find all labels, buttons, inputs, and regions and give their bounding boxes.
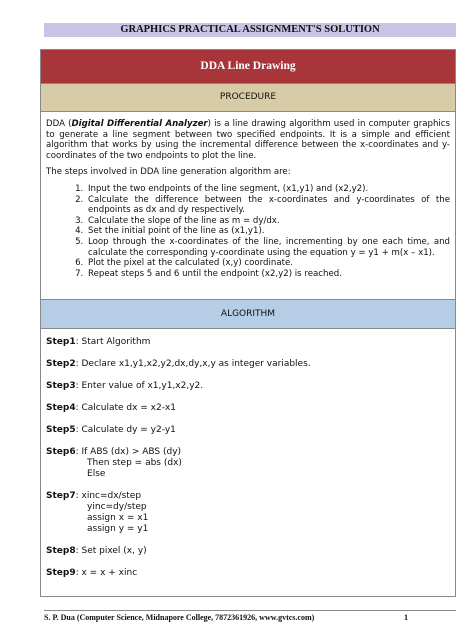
procedure-step: 4. Set the initial point of the line as (x1,y1). — [86, 226, 450, 237]
step-label: Step9 — [46, 568, 76, 578]
step-text: : Enter value of x1,y1,x2,y2. — [75, 381, 204, 391]
page-footer — [44, 610, 456, 622]
footer-credit: S. P. Dua (Computer Science, Midnapore College, 7872361926, www.gvtcs.com) — [44, 613, 315, 622]
step-label: Step8 — [46, 546, 76, 556]
algorithm-step — [46, 337, 450, 348]
algorithm-step — [46, 403, 450, 414]
step-text: : Set pixel (x, y) — [75, 546, 147, 556]
step-label: Step4 — [46, 403, 76, 413]
step-text: : Start Algorithm — [75, 337, 151, 347]
algorithm-step — [46, 546, 450, 557]
procedure-heading: PROCEDURE — [41, 84, 455, 112]
algorithm-step — [46, 381, 450, 392]
procedure-step: 6. Plot the pixel at the calculated (x,y) coordinate. — [86, 258, 450, 269]
step-text: : If ABS (dx) > ABS (dy) Then step = abs (dx) Else — [75, 447, 182, 479]
algorithm-step — [46, 491, 450, 535]
step-label: Step3 — [46, 381, 76, 391]
procedure-step: 1. Input the two endpoints of the line segment, (x1,y1) and (x2,y2). — [86, 184, 450, 195]
intro-emphasis: Digital Differential Analyzer — [71, 119, 208, 129]
step-text: : x = x + xinc — [75, 568, 138, 578]
page-number: 1 — [404, 613, 408, 622]
step-text: : xinc=dx/step yinc=dy/step assign x = x1 assign y = y1 — [75, 491, 149, 534]
algorithm-step — [46, 447, 450, 480]
step-label: Step6 — [46, 447, 76, 457]
algorithm-step — [46, 425, 450, 436]
procedure-steps — [46, 184, 450, 279]
steps-intro: The steps involved in DDA line generation algorithm are: — [46, 167, 291, 178]
step-text: : Declare x1,y1,x2,y2,dx,dy,x,y as integer variables. — [75, 359, 311, 369]
step-text: : Calculate dy = y2-y1 — [75, 425, 176, 435]
content-table — [40, 49, 456, 597]
algorithm-step — [46, 359, 450, 370]
step-label: Step7 — [46, 491, 76, 501]
procedure-step: 2. Calculate the difference between the x-coordinates and y-coordinates of the endpoints as dx and dy respectively. — [86, 195, 450, 216]
step-text: : Calculate dx = x2-x1 — [75, 403, 177, 413]
section-title: DDA Line Drawing — [41, 50, 455, 84]
procedure-body — [41, 112, 455, 299]
procedure-step: 5. Loop through the x-coordinates of the line, incrementing by one each time, and calculate the corresponding y-coordinate using the equation y = y1 + m(x – x1). — [86, 237, 450, 258]
algorithm-step — [46, 568, 450, 579]
step-label: Step5 — [46, 425, 76, 435]
intro-prefix: DDA ( — [46, 119, 72, 129]
step-label: Step2 — [46, 359, 76, 369]
algorithm-heading: ALGORITHM — [41, 299, 455, 329]
document-title: GRAPHICS PRACTICAL ASSIGNMENT'S SOLUTION — [44, 23, 456, 37]
step-label: Step1 — [46, 337, 76, 347]
procedure-step: 7. Repeat steps 5 and 6 until the endpoint (x2,y2) is reached. — [86, 269, 450, 280]
procedure-step: 3. Calculate the slope of the line as m = dy/dx. — [86, 216, 450, 227]
intro-suffix: ) is a line drawing algorithm used in computer graphics to generate a line segment between two specified endpoints. It is a simple and efficient algorithm that works by using the incremental difference between the x-coordinates and y-coordinates of the two endpoints to plot the line. — [46, 119, 450, 161]
algorithm-body — [41, 329, 455, 579]
procedure-intro — [46, 119, 450, 161]
